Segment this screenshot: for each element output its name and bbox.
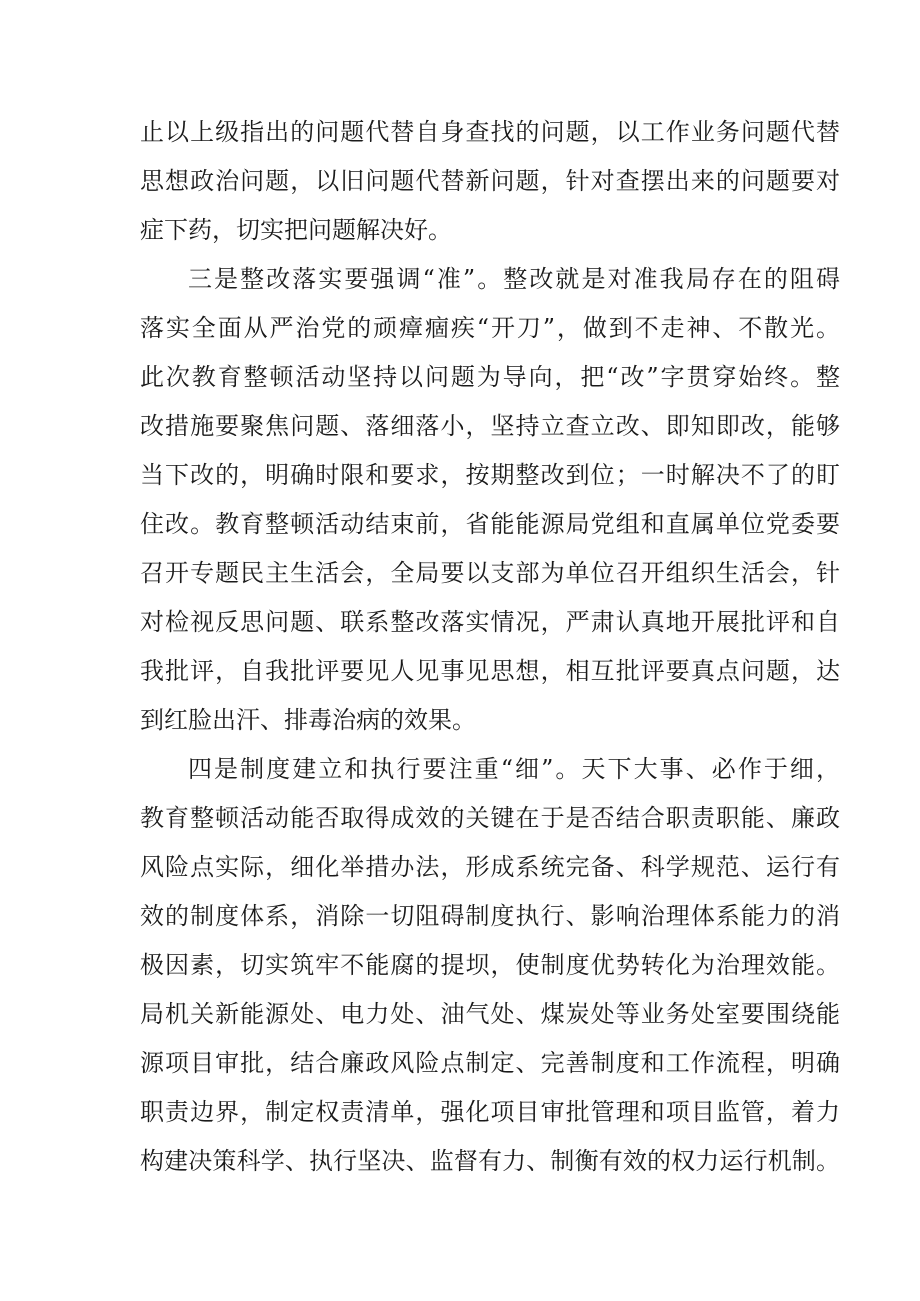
paragraph-3-line-4: 效的制度体系，消除一切阻碍制度执行、影响治理体系能力的消: [140, 902, 840, 930]
paragraph-1-line-1: 止以上级指出的问题代替自身查找的问题，以工作业务问题代替: [140, 118, 840, 146]
paragraph-2-line-7: 召开专题民主生活会，全局要以支部为单位召开组织生活会，针: [140, 559, 840, 587]
paragraph-2-line-3: 此次教育整顿活动坚持以问题为导向，把“改”字贯穿始终。整: [140, 363, 840, 391]
paragraph-2-line-9: 我批评，自我批评要见人见事见思想，相互批评要真点问题，达: [140, 657, 840, 685]
paragraph-3-line-8: 职责边界，制定权责清单，强化项目审批管理和项目监管，着力: [140, 1098, 840, 1126]
paragraph-1-line-2: 思想政治问题，以旧问题代替新问题，针对查摆出来的问题要对: [140, 167, 840, 195]
paragraph-3-line-7: 源项目审批，结合廉政风险点制定、完善制度和工作流程，明确: [140, 1049, 840, 1077]
paragraph-2-line-1: 三是整改落实要强调“准”。整改就是对准我局存在的阻碍: [188, 265, 840, 293]
paragraph-2-line-5: 当下改的，明确时限和要求，按期整改到位；一时解决不了的盯: [140, 461, 840, 489]
paragraph-3-line-5: 极因素，切实筑牢不能腐的提坝，使制度优势转化为治理效能。: [140, 951, 840, 979]
paragraph-1-line-3: 症下药，切实把问题解决好。: [140, 216, 452, 244]
paragraph-3-line-6: 局机关新能源处、电力处、油气处、煤炭处等业务处室要围绕能: [140, 1000, 840, 1028]
paragraph-3-line-3: 风险点实际，细化举措办法，形成系统完备、科学规范、运行有: [140, 853, 840, 881]
paragraph-2-line-2: 落实全面从严治党的顽瘴痼疾“开刀”，做到不走神、不散光。: [140, 314, 840, 342]
paragraph-3-line-2: 教育整顿活动能否取得成效的关键在于是否结合职责职能、廉政: [140, 804, 840, 832]
paragraph-3-line-9: 构建决策科学、执行坚决、监督有力、制衡有效的权力运行机制。: [140, 1147, 840, 1175]
paragraph-2-line-10: 到红脸出汗、排毒治病的效果。: [140, 706, 476, 734]
paragraph-2-line-4: 改措施要聚焦问题、落细落小，坚持立查立改、即知即改，能够: [140, 412, 840, 440]
paragraph-2-line-6: 住改。教育整顿活动结束前，省能能源局党组和直属单位党委要: [140, 510, 840, 538]
paragraph-2-line-8: 对检视反思问题、联系整改落实情况，严肃认真地开展批评和自: [140, 608, 840, 636]
paragraph-3-line-1: 四是制度建立和执行要注重“细”。天下大事、必作于细，: [188, 755, 840, 783]
